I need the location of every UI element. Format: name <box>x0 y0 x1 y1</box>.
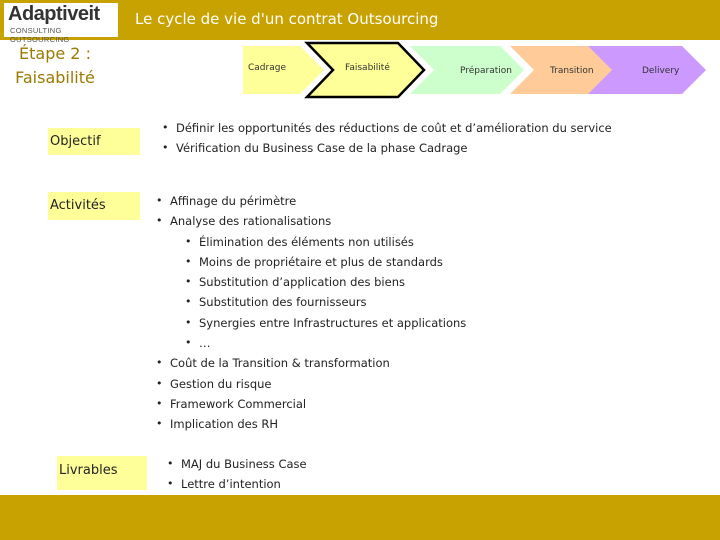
list-item-text: Implication des RH <box>170 417 278 432</box>
list-item: • … <box>185 336 211 351</box>
list-item: • Synergies entre Infrastructures et applications <box>185 315 467 330</box>
list-item-text: Élimination des éléments non utilisés <box>199 234 414 249</box>
list-item-text: Gestion du risque <box>170 376 272 391</box>
livrables-label: Livrables <box>57 456 147 490</box>
phase-label-faisabilite: Faisabilité <box>345 63 390 73</box>
list-item-text: Analyse des rationalisations <box>170 214 332 229</box>
activites-list <box>154 191 466 435</box>
phase-chevron-diagram <box>0 0 720 100</box>
list-item: • Moins de propriétaire et plus de standards <box>185 254 443 269</box>
phase-label-transition: Transition <box>550 66 594 76</box>
step-title-name: Faisabilité <box>15 68 95 87</box>
phase-label-cadrage: Cadrage <box>248 63 286 73</box>
logo-sub-text: CONSULTING OUTSOURCING <box>10 26 70 44</box>
list-item-text: … <box>199 336 211 351</box>
list-item: • Substitution d’application des biens <box>185 275 405 290</box>
list-item-text: Définir les opportunités des réductions de coût et d’amélioration du service <box>176 121 612 135</box>
phase-label-preparation: Préparation <box>460 66 512 76</box>
list-item-text: Synergies entre Infrastructures et applications <box>199 315 467 330</box>
list-item-text: Coût de la Transition & transformation <box>170 356 390 371</box>
step-title-number: Étape 2 : <box>19 44 91 63</box>
list-item: • MAJ du Business Case <box>167 457 307 471</box>
slide-title: Le cycle de vie d'un contrat Outsourcing <box>135 10 439 28</box>
list-item-text: Affinage du périmètre <box>170 194 297 208</box>
list-item-text: Substitution des fournisseurs <box>199 295 367 310</box>
list-item: • Élimination des éléments non utilisés <box>185 234 414 249</box>
objectif-list <box>160 118 612 159</box>
footer-bar <box>0 495 720 540</box>
list-item-text: Vérification du Business Case de la phase Cadrage <box>176 141 468 156</box>
activites-label: Activités <box>48 192 140 220</box>
list-item: • Analyse des rationalisations <box>156 214 332 229</box>
objectif-label: Objectif <box>48 128 140 155</box>
phase-label-delivery: Delivery <box>642 66 680 76</box>
list-item: • Substitution des fournisseurs <box>185 295 367 310</box>
list-item-text: Moins de propriétaire et plus de standards <box>199 254 443 269</box>
list-item: • Définir les opportunités des réductions de coût et d’amélioration du service <box>162 121 612 135</box>
list-item: • Gestion du risque <box>156 376 272 391</box>
list-item: • Lettre d’intention <box>167 477 281 492</box>
list-item: • Vérification du Business Case de la phase Cadrage <box>162 141 468 156</box>
logo-main-text: Adaptiveit <box>8 3 100 25</box>
list-item: • Implication des RH <box>156 417 278 432</box>
livrables-list <box>165 454 307 495</box>
list-item-text: MAJ du Business Case <box>181 457 307 471</box>
list-item-text: Lettre d’intention <box>181 477 281 492</box>
list-item: • Framework Commercial <box>156 396 307 411</box>
list-item: • Coût de la Transition & transformation <box>156 356 390 371</box>
list-item-text: Framework Commercial <box>170 396 307 411</box>
list-item-text: Substitution d’application des biens <box>199 275 405 290</box>
list-item: • Affinage du périmètre <box>156 194 297 208</box>
